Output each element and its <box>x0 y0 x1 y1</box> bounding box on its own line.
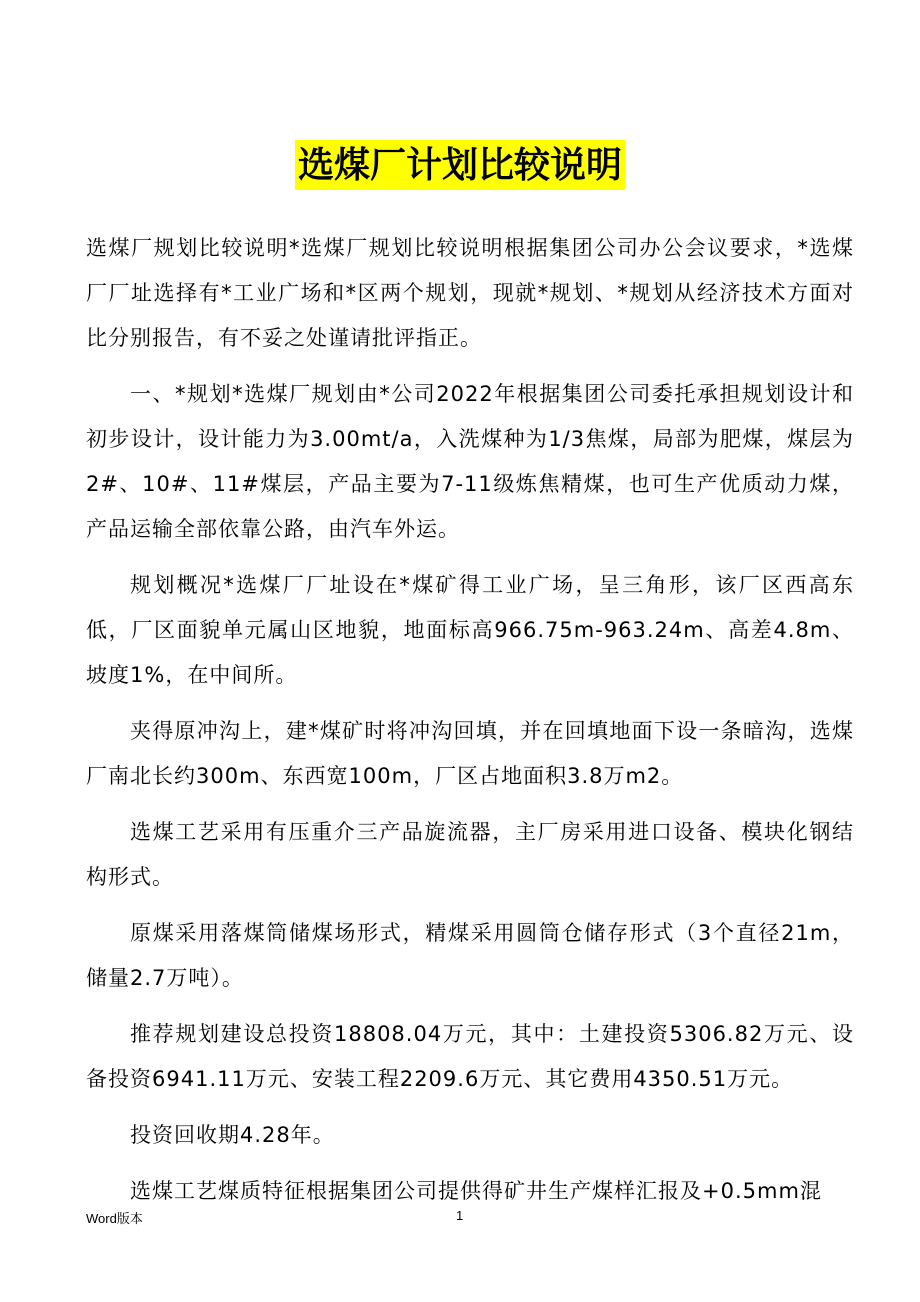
document-title: 选煤厂计划比较说明 <box>295 140 625 190</box>
page-number: 1 <box>456 1208 464 1223</box>
paragraph: 选煤工艺采用有压重介三产品旋流器，主厂房采用进口设备、模块化钢结构形式。 <box>86 820 854 889</box>
paragraph: 原煤采用落煤筒储煤场形式，精煤采用圆筒仓储存形式（3个直径21m，储量2.7万吨）。 <box>86 921 854 990</box>
page-footer <box>0 1206 920 1230</box>
paragraph: 选煤工艺煤质特征根据集团公司提供得矿井生产煤样汇报及+0.5mm混 <box>130 1179 822 1203</box>
paragraph: 投资回收期4.28年。 <box>130 1123 335 1147</box>
footer-version-label: Word版本 <box>86 1211 143 1226</box>
title-container <box>0 140 920 190</box>
paragraph: 选煤厂规划比较说明*选煤厂规划比较说明根据集团公司办公会议要求，*选煤厂厂址选择有*工业广场和*区两个规划，现就*规划、*规划从经济技术方面对比分别报告，有不妥之处谨请批评指正。 <box>86 236 854 350</box>
paragraph: 推荐规划建设总投资18808.04万元，其中：土建投资5306.82万元、设备投资6941.11万元、安装工程2209.6万元、其它费用4350.51万元。 <box>86 1022 854 1091</box>
paragraph: 夹得原冲沟上，建*煤矿时将冲沟回填，并在回填地面下设一条暗沟，选煤厂南北长约300m、东西宽100m，厂区占地面积3.8万m2。 <box>86 719 854 788</box>
paragraph: 规划概况*选煤厂厂址设在*煤矿得工业广场，呈三角形，该厂区西高东低，厂区面貌单元属山区地貌，地面标高966.75m-963.24m、高差4.8m、坡度1%，在中间所。 <box>86 573 854 687</box>
paragraph: 一、*规划*选煤厂规划由*公司2022年根据集团公司委托承担规划设计和初步设计，设计能力为3.00mt/a，入洗煤种为1/3焦煤，局部为肥煤，煤层为2#、10#、11#煤层，产品主要为7-11级炼焦精煤，也可生产优质动力煤，产品运输全部依靠公路，由汽车外运。 <box>86 382 854 541</box>
document-body <box>86 226 854 1214</box>
